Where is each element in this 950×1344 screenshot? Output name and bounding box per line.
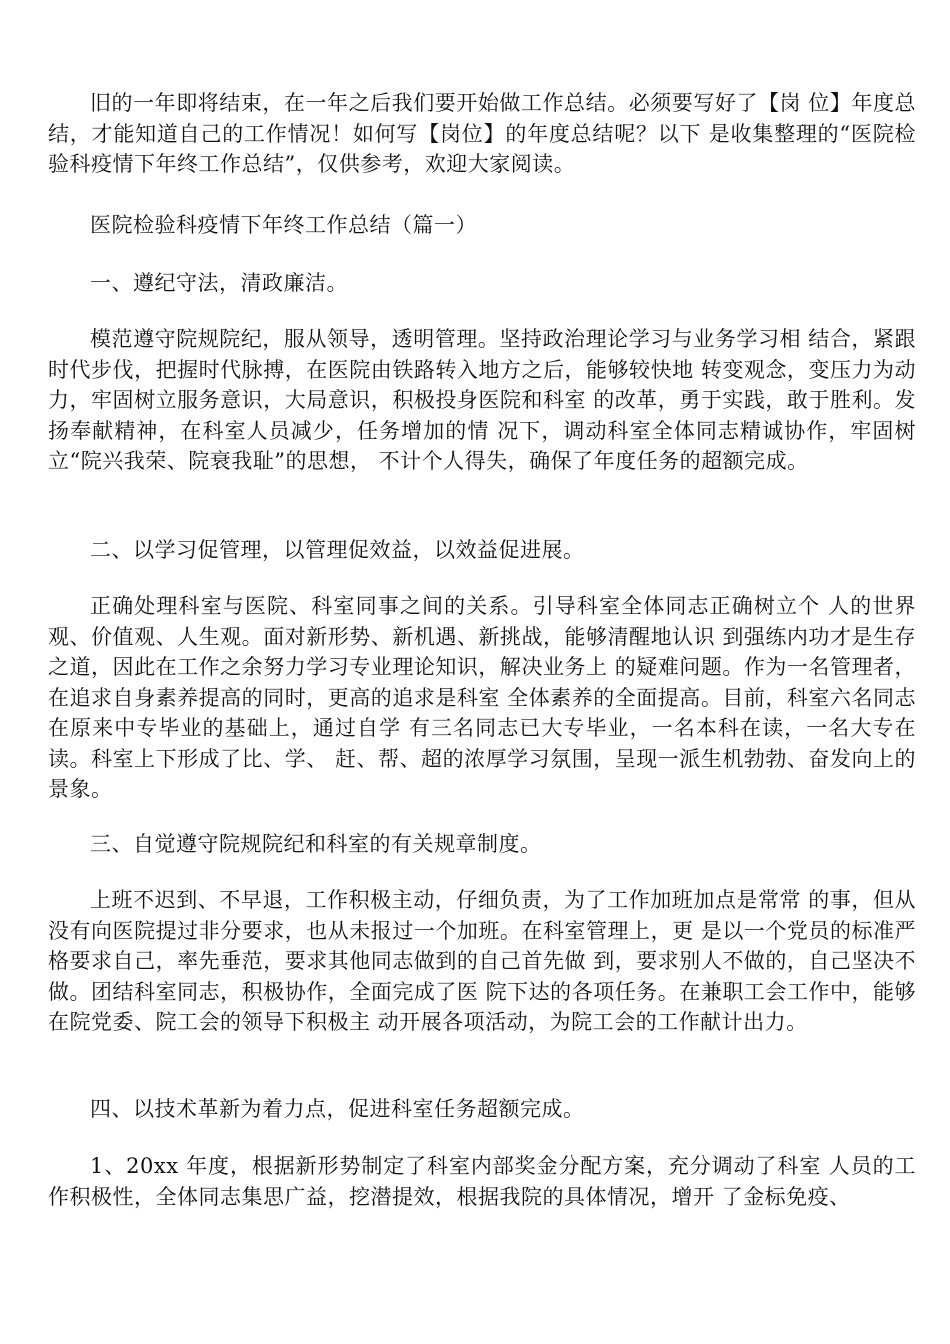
section-4-heading: 四、以技术革新为着力点，促进科室任务超额完成。 — [90, 1097, 585, 1121]
section-3-heading: 三、自觉遵守院规院纪和科室的有关规章制度。 — [90, 832, 542, 856]
section-4-paragraph: 1、20xx 年度，根据新形势制定了科室内部奖金分配方案，充分调动了科室 人员的工作积极性，全体同志集思广益，挖潜提效，根据我院的具体情况，增开 了金标免疫、 — [48, 1154, 916, 1209]
section-1-heading: 一、遵纪守法，清政廉洁。 — [90, 271, 348, 295]
section-3-paragraph: 上班不迟到、不早退，工作积极主动，仔细负责，为了工作加班加点是常常 的事，但从没有向医院提过非分要求，也从未报过一个加班。在科室管理上，更 是以一个党员的标准严格要求自己，率先垂范，要求其他同志做到的自己首先做 到，要求别人不做的，自己坚决不做。团结科室同志，积极协作，全面完成了医 院下达的各项任务。在兼职工会工作中，能够在院党委、院工会的领导下积极主 动开展各项活动，为院工会的工作献计出力。 — [48, 888, 916, 1034]
section-2-paragraph: 正确处理科室与医院、科室同事之间的关系。引导科室全体同志正确树立个 人的世界观、价值观、人生观。面对新形势、新机遇、新挑战，能够清醒地认识 到强练内功才是生存之道，因此在工作之余努力学习专业理论知识，解决业务上 的疑难问题。作为一名管理者，在追求自身素养提高的同时，更高的追求是科室 全体素养的全面提高。目前，科室六名同志在原来中专毕业的基础上，通过自学 有三名同志已大专毕业，一名本科在读，一名大专在读。科室上下形成了比、学、 赶、帮、超的浓厚学习氛围，呈现一派生机勃勃、奋发向上的景象。 — [48, 594, 916, 801]
section-1-paragraph: 模范遵守院规院纪，服从领导，透明管理。坚持政治理论学习与业务学习相 结合，紧跟时代步伐，把握时代脉搏，在医院由铁路转入地方之后，能够较快地 转变观念，变压力为动力，牢固树立服务意识，大局意识，积极投身医院和科室 的改革，勇于实践，敢于胜利。发扬奉献精神，在科室人员减少，任务增加的情 况下，调动科室全体同志精诚协作，牢固树立“院兴我荣、院衰我耻”的思想， 不计个人得失，确保了年度任务的超额完成。 — [48, 327, 916, 473]
intro-paragraph: 旧的一年即将结束，在一年之后我们要开始做工作总结。必须要写好了【岗 位】年度总结，才能知道自己的工作情况！如何写【岗位】的年度总结呢？以下 是收集整理的“医院检验科疫情下年终工作总结”，仅供参考，欢迎大家阅读。 — [48, 91, 916, 176]
article-title: 医院检验科疫情下年终工作总结（篇一） — [90, 213, 477, 237]
section-2-heading: 二、以学习促管理，以管理促效益，以效益促进展。 — [90, 538, 585, 562]
